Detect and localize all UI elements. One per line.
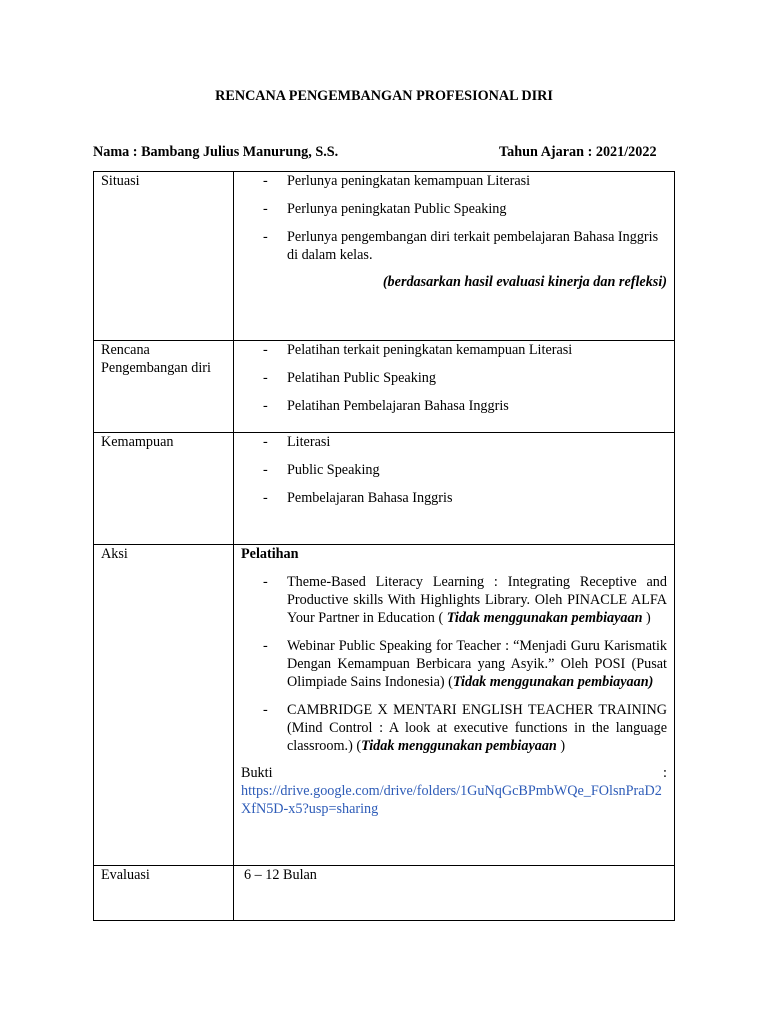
row-label-cell [94,433,234,545]
list-item: - CAMBRIDGE X MENTARI ENGLISH TEACHER TRAINING (Mind Control : A look at executive functions in the language classroom.) (Tidak menggunakan pembiayaan ) [263,702,667,754]
development-plan-table [93,171,675,921]
row-label-cell [94,866,234,921]
list-item: - Pelatihan terkait peningkatan kemampuan Literasi [263,342,573,358]
table-row-kemampuan [94,433,675,545]
list-item: - Theme-Based Literacy Learning : Integrating Receptive and Productive skills With Highlights Library. Oleh PINACLE ALFA Your Partner in Education ( Tidak menggunakan pembiayaan ) [263,574,667,626]
rencana-list [241,341,667,415]
row-label-cell [94,545,234,866]
evaluation-period: 6 – 12 Bulan [244,867,317,883]
row-content-cell [234,866,675,921]
row-label-cell [94,341,234,433]
table-row-evaluasi [94,866,675,921]
list-item: - Pelatihan Public Speaking [263,370,436,386]
list-item: - Webinar Public Speaking for Teacher : “Menjadi Guru Karismatik Dengan Kemampuan Berbicara yang Asyik.” Oleh POSI (Pusat Olimpiade Sains Indonesia) (Tidak menggunakan pembiayaan) [263,638,667,690]
list-item: - Perlunya pengembangan diri terkait pembelajaran Bahasa Inggris di dalam kelas. [263,229,659,263]
row-label-rencana: Rencana Pengembangan diri [101,342,211,376]
row-content-cell [234,545,675,866]
row-label-aksi: Aksi [101,546,128,562]
row-label-kemampuan: Kemampuan [101,434,174,450]
list-item: - Perlunya peningkatan kemampuan Literasi [263,173,531,189]
aksi-heading: Pelatihan [241,546,299,562]
evidence-link[interactable]: https://drive.google.com/drive/folders/1GuNqGcBPmbWQe_FOlsnPraD2XfN5D-x5?usp=sharing [241,783,662,817]
situasi-list [241,172,667,264]
document-title: RENCANA PENGEMBANGAN PROFESIONAL DIRI [215,88,553,104]
row-content-cell [234,341,675,433]
row-label-situasi: Situasi [101,173,140,189]
teacher-name: Nama : Bambang Julius Manurung, S.S. [93,144,339,160]
list-item: - Perlunya peningkatan Public Speaking [263,201,507,217]
list-item: - Pembelajaran Bahasa Inggris [263,490,453,506]
list-item: - Pelatihan Pembelajaran Bahasa Inggris [263,398,509,414]
evidence-row [241,764,667,782]
evidence-colon: : [663,765,667,781]
academic-year: Tahun Ajaran : 2021/2022 [499,144,657,160]
row-label-evaluasi: Evaluasi [101,867,150,883]
evidence-label: Bukti [241,765,273,781]
table-row-situasi [94,172,675,341]
list-item: - Public Speaking [263,462,380,478]
row-content-cell [234,433,675,545]
row-label-cell [94,172,234,341]
evaluation-note: (berdasarkan hasil evaluasi kinerja dan refleksi) [382,274,667,290]
aksi-list [241,573,667,755]
table-row-rencana [94,341,675,433]
kemampuan-list [241,433,667,507]
list-item: - Literasi [263,434,331,450]
table-row-aksi [94,545,675,866]
row-content-cell [234,172,675,341]
